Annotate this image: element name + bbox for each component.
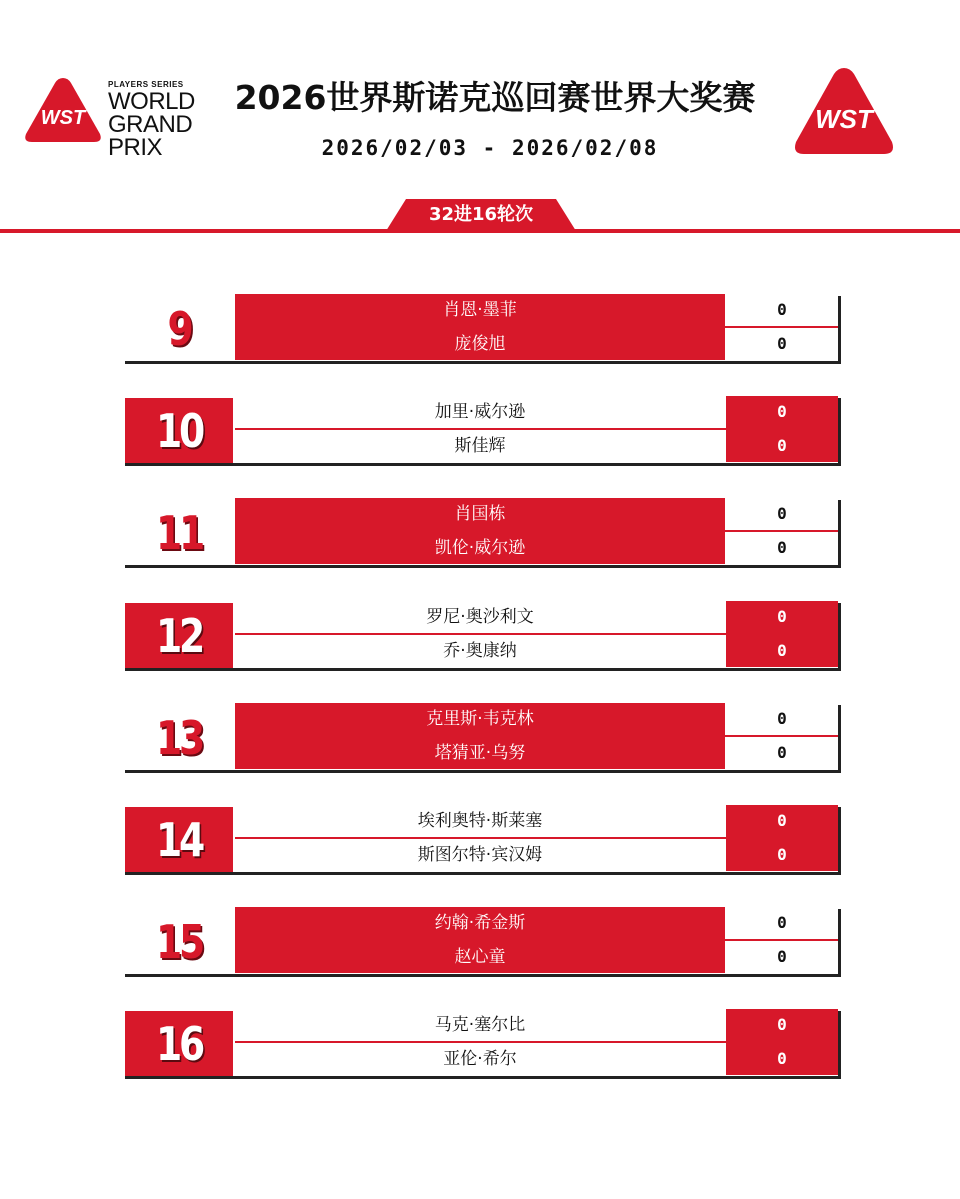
seed-number: 12 <box>156 608 202 663</box>
seed-box <box>125 398 233 463</box>
seed-box <box>125 705 233 770</box>
player-2-score: 0 <box>726 737 838 769</box>
player-1-name: 肖恩·墨菲 <box>235 294 725 326</box>
players-series-label: PLAYERS SERIES <box>108 80 184 89</box>
match-row <box>125 498 841 568</box>
player-1-score: 0 <box>726 396 838 428</box>
right-border <box>838 603 841 669</box>
match-row <box>125 703 841 773</box>
right-border <box>838 1011 841 1077</box>
seed-number: 16 <box>156 1016 202 1071</box>
seed-box <box>125 909 233 974</box>
match-row <box>125 1009 841 1079</box>
round-label: 32进16轮次 <box>428 204 534 225</box>
row-divider <box>235 633 838 635</box>
player-2-score: 0 <box>726 328 838 360</box>
wst-triangle-icon <box>792 64 896 158</box>
row-divider <box>235 326 838 328</box>
player-2-score: 0 <box>726 532 838 564</box>
player-2-name: 斯图尔特·宾汉姆 <box>235 839 725 871</box>
event-dates: 2026/02/03 - 2026/02/08 <box>321 136 659 160</box>
right-border <box>838 705 841 771</box>
svg-text:WST: WST <box>40 107 86 129</box>
player-1-name: 肖国栋 <box>235 498 725 530</box>
player-1-score: 0 <box>726 1009 838 1041</box>
seed-box <box>125 603 233 668</box>
match-row <box>125 396 841 466</box>
player-1-score: 0 <box>726 907 838 939</box>
player-2-name: 斯佳辉 <box>235 430 725 462</box>
player-2-name: 亚伦·希尔 <box>235 1043 725 1075</box>
wst-logo-icon <box>24 74 102 146</box>
player-2-name: 赵心童 <box>235 941 725 973</box>
row-divider <box>235 1041 838 1043</box>
bottom-border <box>125 1076 841 1079</box>
svg-text:WST: WST <box>815 104 873 134</box>
player-1-score: 0 <box>726 805 838 837</box>
player-1-name: 马克·塞尔比 <box>235 1009 725 1041</box>
seed-box <box>125 1011 233 1076</box>
player-2-score: 0 <box>726 839 838 871</box>
seed-number: 15 <box>156 914 202 969</box>
row-divider <box>235 530 838 532</box>
wst-logo-right <box>792 64 896 158</box>
logo-text <box>108 80 248 159</box>
bottom-border <box>125 361 841 364</box>
player-1-name: 埃利奥特·斯莱塞 <box>235 805 725 837</box>
right-border <box>838 296 841 362</box>
seed-box <box>125 807 233 872</box>
bottom-border <box>125 770 841 773</box>
round-tab <box>386 199 576 231</box>
seed-number: 9 <box>167 301 191 356</box>
player-2-score: 0 <box>726 430 838 462</box>
row-divider <box>235 428 838 430</box>
grand-prix-label: GRAND PRIX <box>108 111 193 161</box>
right-border <box>838 500 841 566</box>
bottom-border <box>125 668 841 671</box>
match-row <box>125 601 841 671</box>
player-2-name: 乔·奥康纳 <box>235 635 725 667</box>
bottom-border <box>125 463 841 466</box>
player-1-name: 罗尼·奥沙利文 <box>235 601 725 633</box>
row-divider <box>235 735 838 737</box>
right-border <box>838 807 841 873</box>
player-1-name: 约翰·希金斯 <box>235 907 725 939</box>
seed-box <box>125 296 233 361</box>
seed-number: 14 <box>156 812 202 867</box>
player-1-score: 0 <box>726 294 838 326</box>
player-2-score: 0 <box>726 1043 838 1075</box>
bottom-border <box>125 974 841 977</box>
player-1-score: 0 <box>726 703 838 735</box>
bottom-border <box>125 565 841 568</box>
page-title: 2026世界斯诺克巡回赛世界大奖赛 <box>234 78 756 117</box>
player-2-score: 0 <box>726 635 838 667</box>
player-2-name: 塔猜亚·乌努 <box>235 737 725 769</box>
row-divider <box>235 939 838 941</box>
bottom-border <box>125 872 841 875</box>
player-1-score: 0 <box>726 498 838 530</box>
match-row <box>125 294 841 364</box>
seed-box <box>125 500 233 565</box>
row-divider <box>235 837 838 839</box>
world-label: WORLD <box>108 88 195 115</box>
player-1-name: 克里斯·韦克林 <box>235 703 725 735</box>
player-1-name: 加里·威尔逊 <box>235 396 725 428</box>
match-row <box>125 907 841 977</box>
seed-number: 10 <box>156 403 202 458</box>
world-grand-prix-logo <box>24 74 224 161</box>
match-row <box>125 805 841 875</box>
player-1-score: 0 <box>726 601 838 633</box>
player-2-name: 凯伦·威尔逊 <box>235 532 725 564</box>
seed-number: 11 <box>156 505 202 560</box>
seed-number: 13 <box>156 710 202 765</box>
player-2-name: 庞俊旭 <box>235 328 725 360</box>
header <box>0 0 960 240</box>
right-border <box>838 909 841 975</box>
right-border <box>838 398 841 464</box>
player-2-score: 0 <box>726 941 838 973</box>
